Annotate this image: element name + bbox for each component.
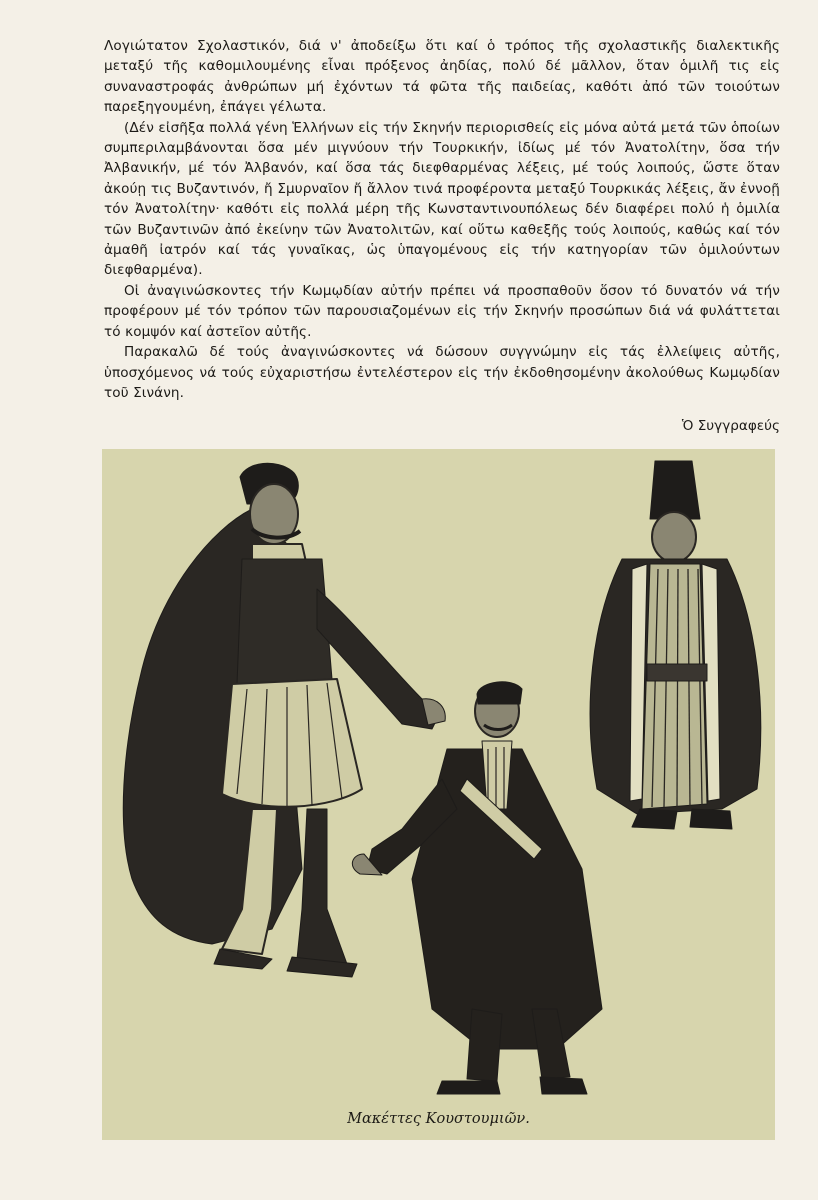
costume-illustration-plate [102,449,775,1140]
costume-sketch-illustration [102,449,775,1140]
paragraph-3: Οἱ ἀναγινώσκοντες τήν Κωμῳδίαν αὐτήν πρέπει νά προσπαθοῦν ὅσον τό δυνατόν νά τήν προφέρουν μέ τόν τρόπον τῶν παρουσιαζομένων εἰς τήν Σκηνήν προσώπων διά νά φυλάττεται τό κομψόν καί ἀστεῖον αὐτῆς. [104,282,780,340]
paragraph-2: (Δέν εἰσῆξα πολλά γένη Ἑλλήνων εἰς τήν Σκηνήν περιορισθείς εἰς μόνα αὐτά μετά τῶν ὁποίων συμπεριλαμβάνονται ὅσα μέν μιγνύουν τήν Τουρκικήν, ἰδίως μέ τόν Ἀνατολίτην, ὅσα τήν Ἀλβανικήν, μέ τόν Ἀλβανόν, καί ὅσα τάς διεφθαρμένας λέξεις, μέ τούς λοιπούς, ὥστε ὅταν ἀκούῃ τις Βυζαντινόν, ἤ Σμυρναῖον ἤ ἄλλον τινά προφέροντα μεταξύ Τουρκικάς λέξεις, ἄν ἐννοῇ τόν Ἀνατολίτην· καθότι εἰς πολλά μέρη τῆς Κωνσταντινουπόλεως δέν διαφέρει πολύ ἡ ὁμιλία τῶν Βυζαντινῶν ἀπό ἐκείνην τῶν Ἀνατολιτῶν, καί οὕτω καθεξῆς τούς λοιπούς, καθώς καί τόν ἀμαθῆ ἰατρόν καί τάς γυναῖκας, ὡς ὑπαγομένους εἰς τήν κατηγορίαν τῶν ὁμιλούντων διεφθαρμένα). [104,119,780,279]
figure-frock-coat-man [352,682,602,1094]
figure-albanian-costume [123,463,445,977]
author-signature: Ὁ Συγγραφεύς [681,418,780,434]
paragraph-1: Λογιώτατον Σχολαστικόν, διά ν' ἀποδείξω ὅτι καί ὁ τρόπος τῆς σχολαστικῆς διαλεκτικῆς μεταξύ τῆς καθομιλουμένης εἶναι πρόξενος ἀηδίας, πολύ δέ μᾶλλον, ὅταν ὁμιλῆ τις εἰς συναναστροφάς ἀνθρώπων μή ἐχόντων τά φῶτα τῆς παιδείας, καθότι ἀπό τῶν τοιούτων παρεξηγουμένη, ἐπάγει γέλωτα. [104,38,780,116]
figure-caption: Μακέττες Κουστουμιῶν. [347,1111,530,1127]
figure-anatolian-robe [590,461,761,829]
paragraph-4: Παρακαλῶ δέ τούς ἀναγινώσκοντες νά δώσουν συγγνώμην εἰς τάς ἐλλείψεις αὐτῆς, ὑποσχόμενος νά τούς εὐχαριστήσω ἐντελέστερον εἰς τήν ἐκδοθησομένην ἀκολούθως Κωμῳδίαν τοῦ Σινάνη. [104,344,780,401]
body-text [104,36,780,403]
